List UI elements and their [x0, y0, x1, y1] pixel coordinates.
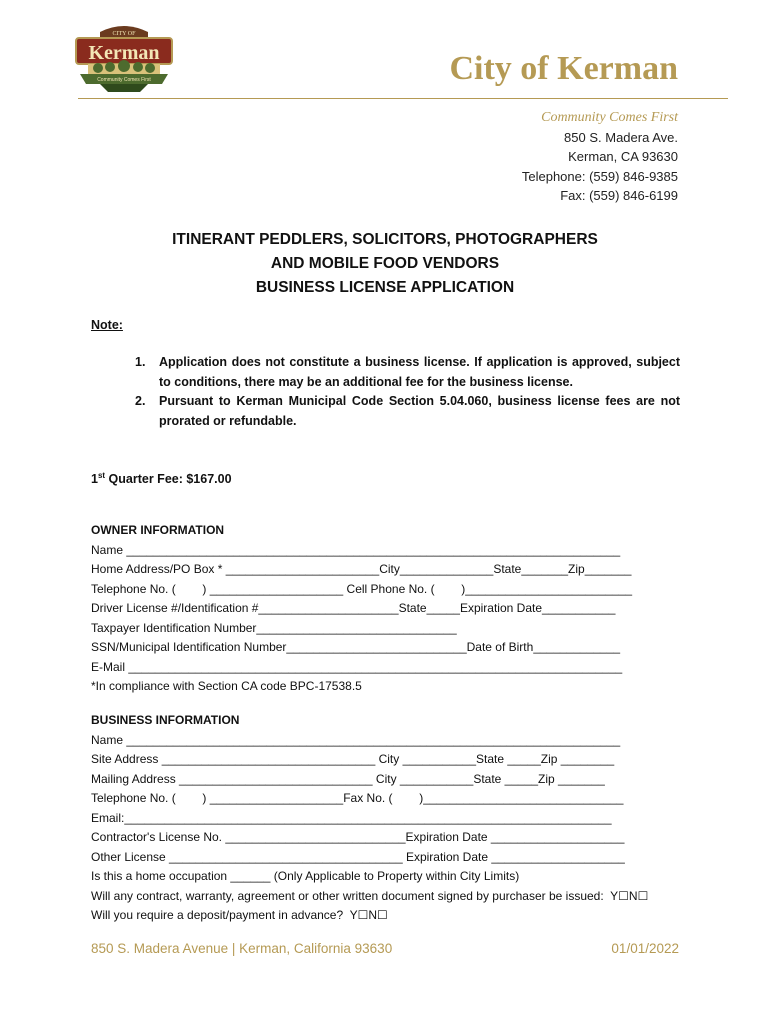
- note-item: [135, 392, 680, 431]
- owner-heading: OWNER INFORMATION: [91, 523, 225, 537]
- logo-text-top: CITY OF: [112, 31, 136, 37]
- form-title-line: ITINERANT PEDDLERS, SOLICITORS, PHOTOGRAPHERS: [172, 231, 598, 248]
- owner-information-section: [91, 521, 691, 697]
- owner-address-field[interactable]: Home Address/PO Box * _______________________City______________State_______Zip_______: [91, 562, 632, 576]
- form-title-line: BUSINESS LICENSE APPLICATION: [255, 279, 515, 296]
- owner-phone-field[interactable]: Telephone No. ( ) ____________________ Cell Phone No. ( )_________________________: [91, 581, 633, 596]
- note-text: Application does not constitute a business license. If application is approved, subject to conditions, there may be an additional fee for the business license.: [159, 355, 680, 389]
- owner-email-field[interactable]: E-Mail __________________________________________________________________________: [91, 659, 623, 674]
- owner-ssn-field[interactable]: SSN/Municipal Identification Number___________________________Date of Birth_____________: [91, 640, 621, 654]
- deposit-question[interactable]: Will you require a deposit/payment in advance? Y☐N☐: [91, 908, 388, 922]
- city-state-zip: Kerman, CA 93630: [568, 149, 678, 164]
- note-list: [135, 353, 680, 431]
- business-name-field[interactable]: Name __________________________________________________________________________: [91, 732, 621, 747]
- contact-block: [522, 108, 678, 206]
- contract-question[interactable]: Will any contract, warranty, agreement or other written document signed by purchaser be issued: Y☐N☐: [91, 888, 649, 903]
- form-title-line: AND MOBILE FOOD VENDORS: [270, 255, 500, 272]
- note-number: 2.: [135, 394, 146, 408]
- city-title: City of Kerman: [449, 50, 678, 87]
- fee-ordinal-suffix: st: [97, 471, 106, 480]
- note-number: 1.: [135, 355, 146, 369]
- owner-tin-field[interactable]: Taxpayer Identification Number______________________________: [91, 620, 457, 635]
- quarter-fee: [91, 471, 232, 486]
- site-address-field[interactable]: Site Address ________________________________ City ___________State _____Zip ________: [91, 752, 615, 766]
- mailing-address-field[interactable]: Mailing Address _____________________________ City ___________State _____Zip _______: [91, 771, 605, 786]
- telephone: Telephone: (559) 846-9385: [521, 168, 678, 184]
- business-heading: BUSINESS INFORMATION: [91, 713, 240, 727]
- form-title: [0, 228, 770, 300]
- city-motto: Community Comes First: [541, 110, 678, 125]
- fax: Fax: (559) 846-6199: [560, 188, 678, 203]
- home-occupation-field[interactable]: Is this a home occupation ______ (Only Applicable to Property within City Limits): [91, 869, 520, 883]
- note-text: Pursuant to Kerman Municipal Code Section 5.04.060, business license fees are not prorated or refundable.: [159, 394, 680, 428]
- city-logo: [70, 22, 178, 94]
- footer-date: 01/01/2022: [611, 941, 679, 956]
- contractor-license-field[interactable]: Contractor's License No. ___________________________Expiration Date ____________________: [91, 830, 625, 844]
- footer-address: 850 S. Madera Avenue | Kerman, California 93630: [91, 941, 393, 956]
- street-address: 850 S. Madera Ave.: [564, 129, 678, 145]
- compliance-note: *In compliance with Section CA code BPC-17538.5: [91, 679, 362, 693]
- logo-base: [100, 84, 148, 92]
- owner-name-field[interactable]: Name __________________________________________________________________________: [91, 542, 621, 557]
- business-phone-field[interactable]: Telephone No. ( ) ____________________Fax No. ( )______________________________: [91, 791, 624, 805]
- business-information-section: [91, 711, 691, 926]
- logo-text-main: Kerman: [88, 42, 160, 64]
- other-license-field[interactable]: Other License ___________________________________ Expiration Date ____________________: [91, 849, 625, 864]
- note-item: [135, 353, 680, 392]
- fee-text: Quarter Fee: $167.00: [105, 472, 232, 487]
- fee-ordinal: 1: [91, 472, 98, 487]
- note-label: Note:: [91, 318, 123, 332]
- kerman-logo-icon: [70, 22, 178, 94]
- business-email-field[interactable]: Email:_________________________________________________________________________: [91, 810, 612, 825]
- logo-text-banner: Community Comes First: [97, 77, 151, 83]
- owner-license-field[interactable]: Driver License #/Identification #_____________________State_____Expiration Date___________: [91, 601, 616, 615]
- header-divider: [78, 98, 728, 99]
